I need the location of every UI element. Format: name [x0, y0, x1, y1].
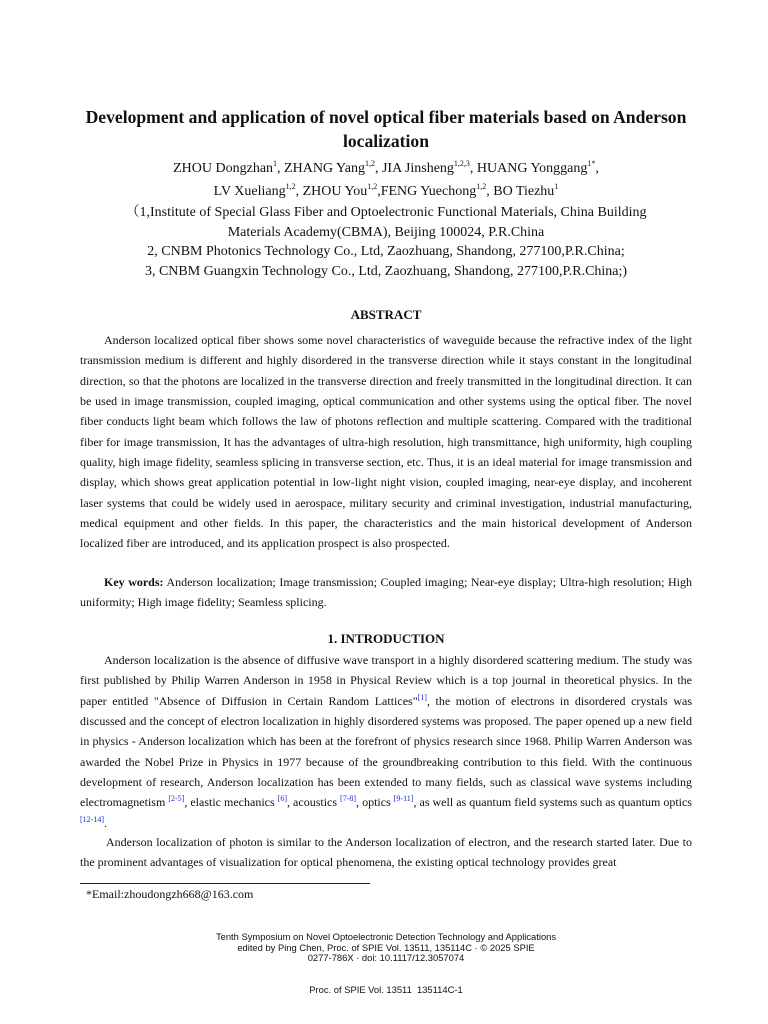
- author-name: LV Xueliang: [213, 183, 286, 199]
- citation-link[interactable]: [2-5]: [168, 794, 185, 804]
- body-text: , acoustics: [287, 795, 341, 810]
- author-affiliation-marker: 1,2: [285, 181, 296, 191]
- body-text: Anderson localization is the absence of diffusive wave transport in a highly disordered scattering medium. The study was first published by Philip Warren Anderson in 1958 in Physical Review which is a top journal in theoretical physics. In the paper entitled "Absence of Diffusion in Certain Random Lattices": [80, 653, 692, 708]
- author-affiliation-marker: 1: [554, 181, 559, 191]
- keywords-paragraph: [80, 572, 692, 613]
- abstract-text: Anderson localized optical fiber shows some novel characteristics of waveguide because the refractive index of the light transmission medium is different and highly disordered in the transverse direction while it stays constant in the longitudinal direction, so that the photons are localized in the transverse direction and freely transmitted in the longitudinal direction. It can be used in image transmission, coupled imaging, optical communication and other systems using the optical fiber. The novel fiber conducts light beam which follows the law of photons reflection and multiple scattering. Compared with the traditional fiber for image transmission, It has the advantages of ultra-high resolution, high transmittance, high uniformity, high coupling quality, high image fidelity, seamless splicing in transverse section, etc. Thus, it is an ideal material for image transmission and display, which shows great application potential in low-light night vision, coupled imaging, near-eye display, and incoherent laser systems that could be widely used in aerospace, military security and criminal investigation, industrial manufacturing, medical equipment and other fields. In this paper, the characteristics and the main historical development of Anderson localized fiber are introduced, and its application prospect is also prospected.: [80, 333, 692, 551]
- section-heading-introduction: 1. INTRODUCTION: [327, 631, 445, 646]
- author-affiliation-marker: 1,2: [476, 181, 487, 191]
- author-name: FENG Yuechong: [380, 183, 477, 199]
- introduction-paragraph: Anderson localization of photon is similar to the Anderson localization of electron, and the research started later. Due to the prominent advantages of visualization for optical phenomena, the existing optical technology provides great: [80, 835, 692, 870]
- author-separator: ,: [469, 161, 477, 176]
- citation-link[interactable]: [12-14]: [80, 814, 104, 824]
- author-affiliation-marker: 1: [273, 159, 278, 168]
- affiliation-line: 3, CNBM Guangxin Technology Co., Ltd, Zaozhuang, Shandong, 277100,P.R.China;): [144, 263, 628, 279]
- author-list: [80, 158, 692, 203]
- keywords-text: Anderson localization; Image transmission; Coupled imaging; Near-eye display; Ultra-high resolution; High uniformity; High image fidelity; Seamless splicing.: [80, 575, 692, 610]
- proceedings-line: 0277-786X · doi: 10.1117/12.3057074: [307, 952, 465, 964]
- author-separator: ,: [486, 183, 494, 199]
- author-affiliation-marker: 1*: [587, 159, 596, 168]
- proceedings-info: [80, 932, 692, 964]
- body-text: , as well as quantum field systems such as quantum optics: [413, 795, 692, 810]
- keywords-label: Key words:: [104, 575, 164, 589]
- body-text: , the motion of electrons in disordered crystals was discussed and the concept of electron localization in highly disordered systems was proposed. The paper opened up a new field in physics - Anderson localization which has been at the forefront of physics research since 1968. Philip Warren Anderson was awarded the Nobel Prize in Physics in 1977 because of the groundbreaking contribution to this field. With the continuous development of research, Anderson localization has been extended to many fields, such as classical wave systems including electromagnetism: [80, 693, 692, 810]
- body-text: .: [104, 815, 107, 830]
- author-separator: ,: [277, 161, 285, 176]
- author-affiliation-marker: 1,2: [367, 181, 378, 191]
- page-footer: Proc. of SPIE Vol. 13511 135114C-1: [309, 984, 463, 995]
- affiliation-line: Materials Academy(CBMA), Beijing 100024, P.R.China: [227, 224, 545, 240]
- author-separator: ,: [595, 161, 599, 176]
- abstract-heading: ABSTRACT: [350, 307, 422, 322]
- author-name: BO Tiezhu: [493, 183, 555, 199]
- affiliation-line: 2, CNBM Photonics Technology Co., Ltd, Zaozhuang, Shandong, 277100,P.R.China;: [147, 244, 625, 259]
- author-name: JIA Jinsheng: [381, 161, 454, 176]
- author-separator: ,: [377, 183, 381, 199]
- author-affiliation-marker: 1,2,3: [453, 159, 470, 168]
- author-name: ZHOU Dongzhan: [173, 161, 274, 176]
- paper-title: Development and application of novel optical fiber materials based on Anderson localization: [85, 107, 687, 151]
- body-text: , elastic mechanics: [184, 795, 278, 810]
- author-separator: ,: [295, 183, 303, 199]
- author-separator: ,: [374, 161, 382, 176]
- author-name: HUANG Yonggang: [476, 161, 588, 176]
- citation-link[interactable]: [9-11]: [393, 794, 414, 804]
- citation-link[interactable]: [7-8]: [340, 794, 357, 804]
- introduction-paragraph: [80, 650, 692, 833]
- body-text: , optics: [356, 795, 394, 810]
- affiliation-line: （1,Institute of Special Glass Fiber and Optoelectronic Functional Materials, China Building: [125, 205, 647, 220]
- footnote-divider: [80, 883, 370, 884]
- author-name: ZHOU You: [302, 183, 368, 199]
- proceedings-line: Tenth Symposium on Novel Optoelectronic Detection Technology and Applications: [215, 931, 557, 942]
- affiliation-list: [80, 203, 692, 281]
- citation-link[interactable]: [1]: [417, 692, 427, 702]
- citation-link[interactable]: [6]: [277, 794, 288, 804]
- corresponding-author-email: *Email:zhoudongzh668@163.com: [86, 887, 254, 901]
- proceedings-line: edited by Ping Chen, Proc. of SPIE Vol. 13511, 135114C · © 2025 SPIE: [237, 941, 535, 953]
- author-affiliation-marker: 1,2: [364, 159, 375, 168]
- author-name: ZHANG Yang: [284, 161, 365, 176]
